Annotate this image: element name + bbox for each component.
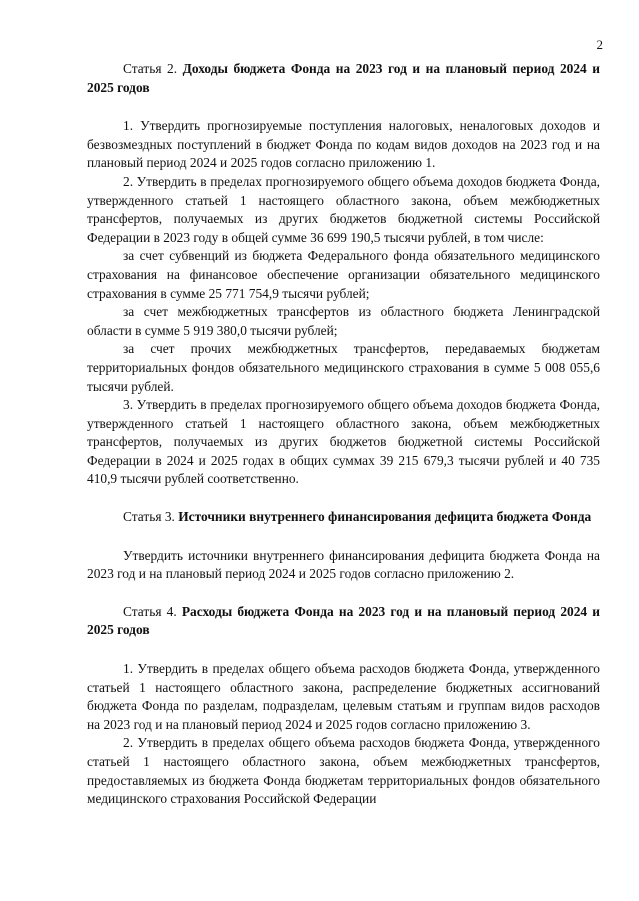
- article-2-paragraph-2: 2. Утвердить в пределах прогнозируемого общего объема доходов бюджета Фонда, утвержденного статьей 1 настоящего областного закона, объем межбюджетных трансфертов, получаемых из других бюджетов бюджетной системы Российской Федерации в 2023 году в общей сумме 36 699 190,5 тысячи рублей, в том числе:: [87, 173, 600, 245]
- page-number: 2: [596, 37, 603, 52]
- article-2-paragraph-3: за счет субвенций из бюджета Федерального фонда обязательного медицинского страхования на финансовое обеспечение организации обязательного медицинского страхования в сумме 25 771 754,9 тысячи рублей;: [87, 248, 600, 301]
- article-2-label: Статья 2.: [123, 61, 178, 76]
- article-4-paragraph-2: 2. Утвердить в пределах общего объема расходов бюджета Фонда, утвержденного статьей 1 настоящего областного закона, объем межбюджетных трансфертов, предоставляемых из бюджета Фонда бюджетам территориальных фондов обязательного медицинского страхования Российской Федерации: [87, 735, 600, 807]
- article-2-heading: [87, 60, 600, 97]
- article-2-paragraph-1: 1. Утвердить прогнозируемые поступления налоговых, неналоговых доходов и безвозмездных поступлений в бюджет Фонда по кодам видов доходов на 2023 год и на плановый период 2024 и 2025 годов согласно приложению 1.: [87, 118, 600, 171]
- article-2-paragraph-6: 3. Утвердить в пределах прогнозируемого общего объема доходов бюджета Фонда, утвержденного статьей 1 настоящего областного закона, объем межбюджетных трансфертов, получаемых из других бюджетов бюджетной системы Российской Федерации в 2024 и 2025 годах в общих суммах 39 215 679,3 тысячи рублей и 40 735 410,9 тысячи рублей соответственно.: [87, 397, 600, 487]
- article-2-paragraph-4: за счет межбюджетных трансфертов из областного бюджета Ленинградской области в сумме 5 919 380,0 тысячи рублей;: [87, 304, 600, 338]
- article-4-paragraph-1: 1. Утвердить в пределах общего объема расходов бюджета Фонда, утвержденного статьей 1 настоящего областного закона, распределение бюджетных ассигнований бюджета Фонда по разделам, подразделам, целевым статьям и группам видов расходов на 2023 год и на плановый период 2024 и 2025 годов согласно приложению 3.: [87, 661, 600, 732]
- article-4-heading: [87, 603, 600, 640]
- document-body: [87, 60, 600, 809]
- article-2-paragraph-5: за счет прочих межбюджетных трансфертов, передаваемых бюджетам территориальных фондов обязательного медицинского страхования в сумме 5 008 055,6 тысячи рублей.: [87, 341, 600, 394]
- article-3-label: Статья 3.: [123, 509, 175, 525]
- article-2-title: Доходы бюджета Фонда на 2023 год и на плановый период 2024 и 2025 годов: [87, 61, 600, 95]
- article-4-title: Расходы бюджета Фонда на 2023 год и на плановый период 2024 и 2025 годов: [87, 603, 600, 638]
- article-3-heading: [87, 508, 600, 527]
- article-4-label: Статья 4.: [123, 603, 177, 619]
- article-3-title: Источники внутреннего финансирования дефицита бюджета Фонда: [178, 509, 592, 525]
- article-3-paragraph-1: Утвердить источники внутреннего финансирования дефицита бюджета Фонда на 2023 год и на плановый период 2024 и 2025 годов согласно приложению 2.: [87, 547, 600, 582]
